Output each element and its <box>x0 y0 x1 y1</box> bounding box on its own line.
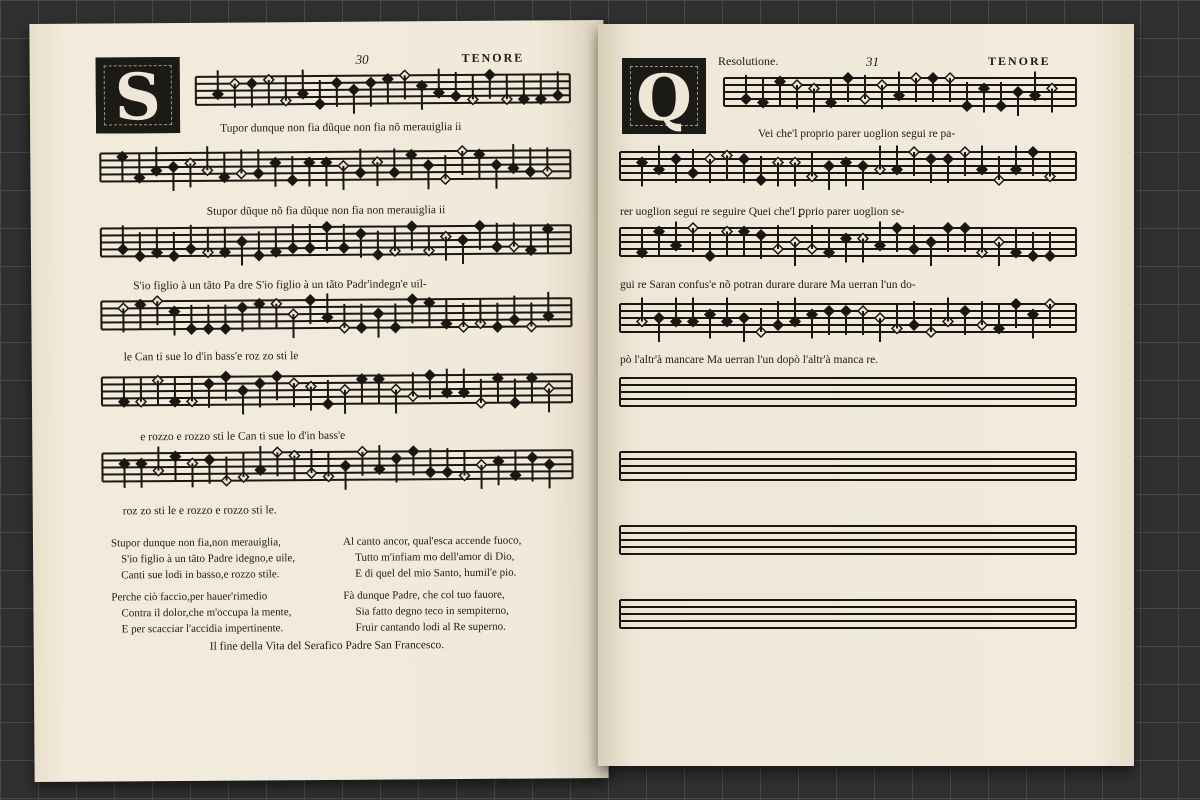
voice-label-tenore: TENORE <box>461 50 525 65</box>
staff <box>620 526 1076 554</box>
staff <box>620 222 1076 267</box>
lyric-line-2: Stupor dũque nõ fia dũque non fia non merauiglia ii <box>206 204 446 218</box>
staff <box>102 368 572 416</box>
verse-stanza-3 <box>343 533 522 582</box>
lyric-line-3: gui re Saran confus'e nõ potran durare durare Ma uerran l'un do- <box>620 279 916 291</box>
staff <box>101 292 571 340</box>
verse-line: Tutto m'infiam mo dell'amor di Dio, <box>355 550 515 564</box>
staff <box>620 600 1076 628</box>
resolutione-heading: Resolutione. <box>718 54 779 68</box>
lyric-line-4: le Can ti sue lo d'in bass'e roz zo sti le <box>123 350 299 364</box>
lyric-line-1: Tupor dunque non fia dũque non fia nõ merauiglia ii <box>220 120 462 135</box>
left-page <box>29 20 608 782</box>
verse-line: E di quel del mio Santo, humil'e pio. <box>355 566 517 580</box>
page-number-30: 30 <box>355 51 369 67</box>
verse-line: S'io figlio à un tãto Padre idegno,e uile, <box>121 552 296 566</box>
verse-line: Contra il dolor,che m'occupa la mente, <box>121 606 292 620</box>
staff <box>620 452 1076 480</box>
staff <box>620 146 1076 191</box>
staff <box>101 220 571 266</box>
staff <box>724 72 1076 117</box>
music-staves-left <box>29 20 606 524</box>
lyric-line-6: roz zo sti le e rozzo e rozzo sti le. <box>122 504 277 518</box>
voice-label-tenore: TENORE <box>988 54 1051 68</box>
verse-line: Stupor dunque non fia,non merauiglia, <box>110 536 281 550</box>
staff <box>102 444 572 492</box>
verse-line: Perche ciò faccio,per hauer'rimedio <box>111 590 268 604</box>
verse-stanza-2 <box>111 588 291 637</box>
decorated-initial-q: Q <box>622 58 706 134</box>
decorated-initial-s: S <box>96 57 181 134</box>
colophon: Il fine della Vita del Serafico Padre San Francesco. <box>209 639 445 653</box>
right-page <box>598 24 1134 766</box>
verse-line: Sia fatto degno teco in sempiterno, <box>355 604 509 618</box>
verse-line: Fà dunque Padre, che col tuo fauore, <box>343 588 505 602</box>
lyric-line-2: rer uoglion segui re seguire Quei che'l ꝑprio parer uoglion se- <box>620 206 905 218</box>
staff <box>620 378 1076 406</box>
page-number-31: 31 <box>866 54 879 69</box>
lyric-line-3: S'io figlio à un tãto Pa dre S'io figlio à un tãto Padr'indegn'e uil- <box>133 278 427 293</box>
verse-line: Fruir cantando lodi al Re superno. <box>355 620 506 634</box>
lyric-line-4: pò l'altr'à mancare Ma uerran l'un dopò l'altr'à manca re. <box>620 354 879 366</box>
staff <box>100 144 570 192</box>
verse-stanza-1 <box>111 534 295 583</box>
lyric-line-1: Vei che'l proprio parer uoglion segui re pa- <box>758 128 956 140</box>
verse-line: E per scacciar l'accidia impertinente. <box>121 622 284 636</box>
staff <box>620 298 1076 343</box>
verse-line: Al canto ancor, qual'esca accende fuoco, <box>342 534 522 548</box>
music-staves-right <box>598 24 1134 664</box>
staff <box>196 68 570 115</box>
verse-line: Canti sue lodi in basso,e rozzo stile. <box>121 568 280 582</box>
verse-stanza-4 <box>343 587 509 636</box>
lyric-line-5: e rozzo e rozzo sti le Can ti sue lo d'in bass'e <box>140 429 346 444</box>
